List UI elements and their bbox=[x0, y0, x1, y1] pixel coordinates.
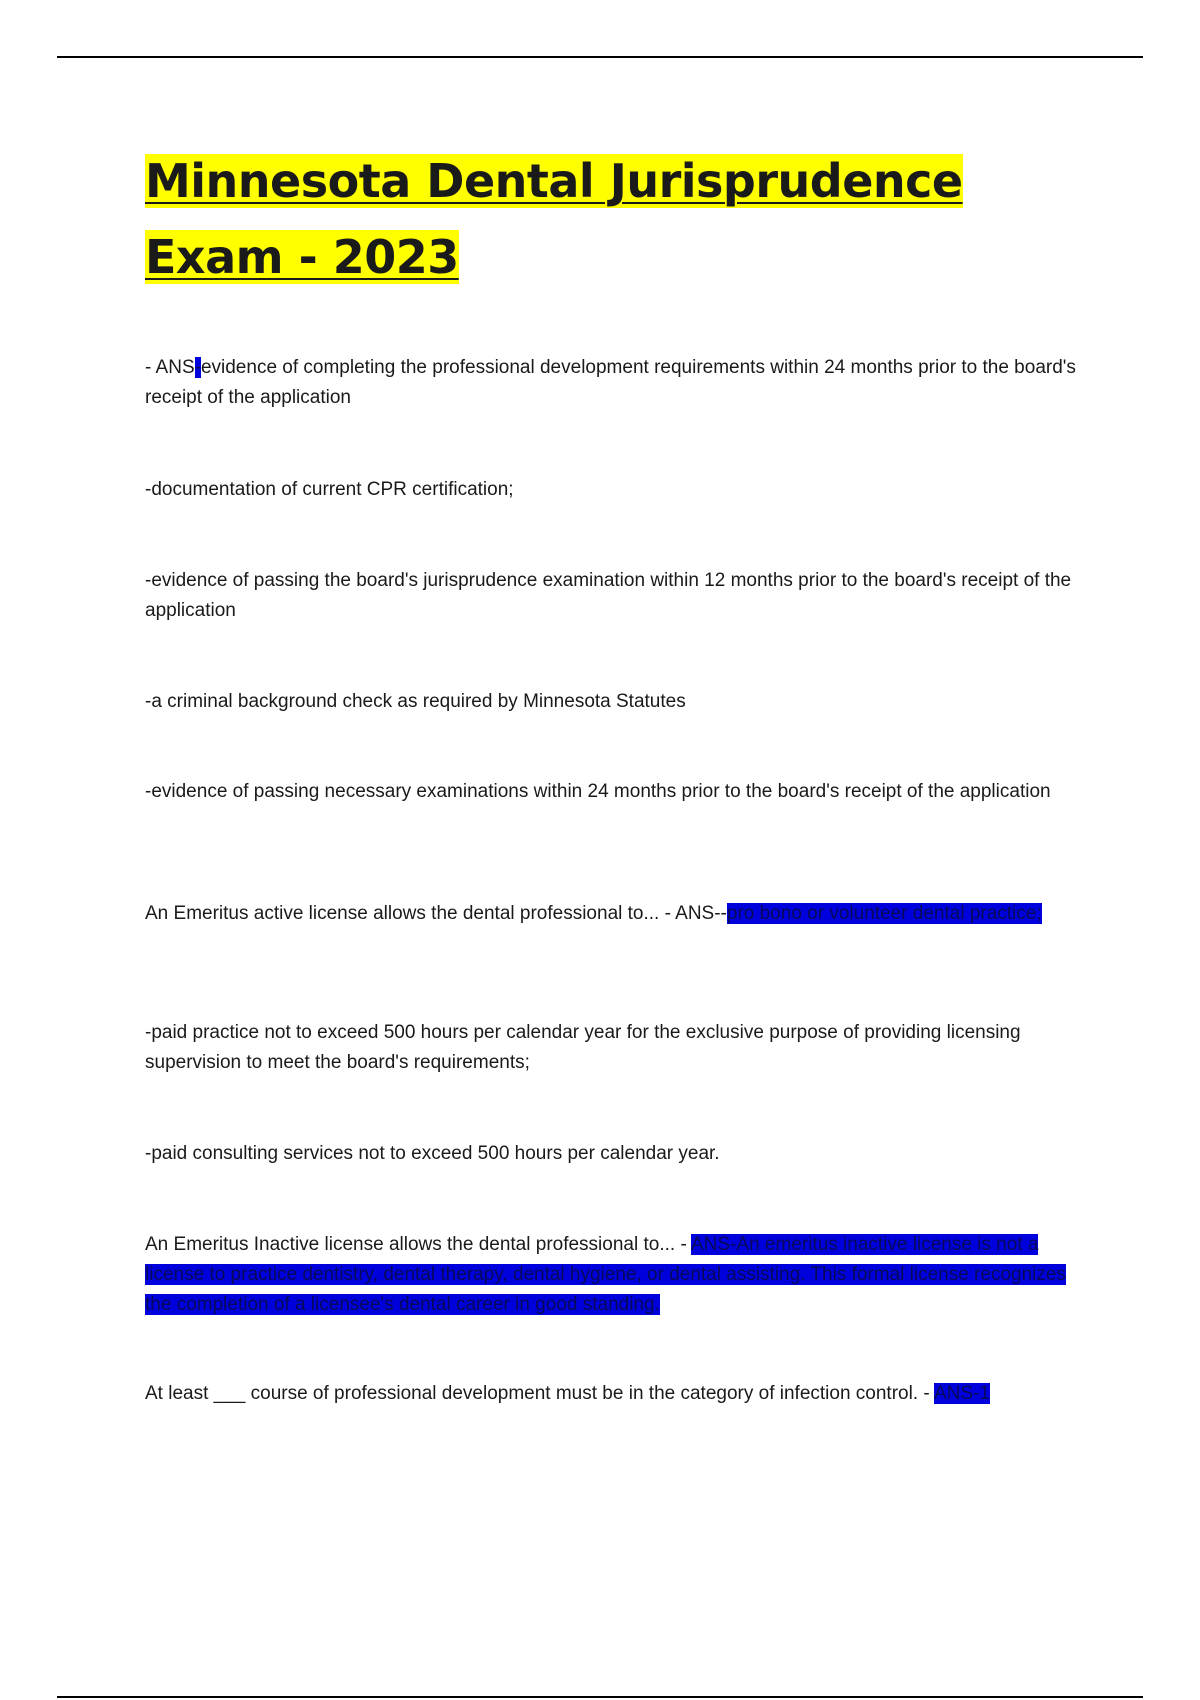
answer-block-1 bbox=[145, 353, 1085, 413]
answer-block-7 bbox=[145, 1139, 1085, 1169]
bottom-rule bbox=[57, 1696, 1143, 1698]
title-text: Minnesota Dental Jurisprudence Exam - 2023 bbox=[145, 154, 963, 284]
block-text: evidence of completing the professional development requirements within 24 months prior to the board's receipt of the application bbox=[145, 357, 1076, 408]
answer-highlight: - bbox=[194, 357, 201, 378]
block-text: -documentation of current CPR certification; bbox=[145, 479, 514, 500]
answer-highlight: ANS-An emeritus inactive license is not a license to practice dentistry, dental therapy, dental hygiene, or dental assisting. This formal license recognizes the completion of a licensee's dental career in good standing. bbox=[145, 1234, 1066, 1315]
answer-block-6 bbox=[145, 1018, 1085, 1078]
document-title bbox=[145, 143, 1085, 295]
question-text: An Emeritus Inactive license allows the dental professional to... - bbox=[145, 1234, 691, 1255]
question-text: An Emeritus active license allows the dental professional to... - ANS-- bbox=[145, 903, 727, 924]
question-block-infection-control bbox=[145, 1379, 1085, 1409]
block-text: -evidence of passing necessary examinations within 24 months prior to the board's receipt of the application bbox=[145, 781, 1051, 802]
question-text: At least ___ course of professional development must be in the category of infection control. - bbox=[145, 1383, 934, 1404]
block-text: -paid practice not to exceed 500 hours per calendar year for the exclusive purpose of providing licensing supervision to meet the board's requirements; bbox=[145, 1022, 1021, 1073]
document-body bbox=[145, 143, 1085, 1404]
answer-block-5 bbox=[145, 777, 1085, 807]
block-text: -paid consulting services not to exceed 500 hours per calendar year. bbox=[145, 1143, 720, 1164]
answer-block-2 bbox=[145, 475, 1085, 505]
top-rule bbox=[57, 56, 1143, 58]
block-text: -a criminal background check as required by Minnesota Statutes bbox=[145, 691, 686, 712]
answer-block-4 bbox=[145, 687, 1085, 717]
answer-highlight: ANS-1 bbox=[933, 1383, 990, 1404]
block-text: -evidence of passing the board's jurisprudence examination within 12 months prior to the board's receipt of the application bbox=[145, 570, 1072, 621]
question-block-emeritus-inactive bbox=[145, 1230, 1085, 1320]
question-block-emeritus-active bbox=[145, 899, 1085, 929]
answer-block-3 bbox=[145, 566, 1085, 626]
block-prefix: - ANS bbox=[145, 357, 195, 378]
answer-highlight: pro bono or volunteer dental practice; bbox=[726, 903, 1042, 924]
